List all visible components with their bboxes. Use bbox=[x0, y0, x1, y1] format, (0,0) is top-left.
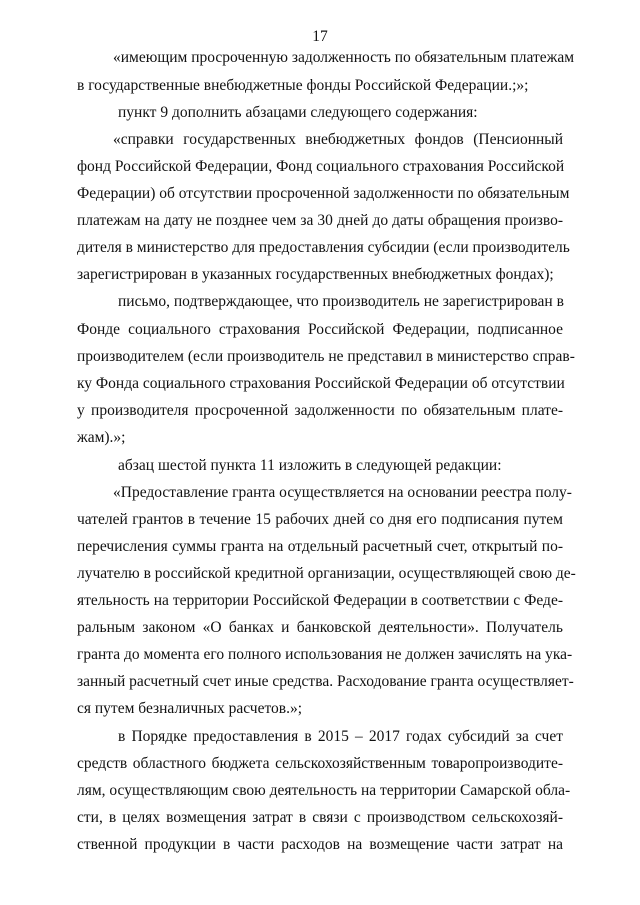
page-number: 17 bbox=[312, 28, 328, 45]
text-line: фонд Российской Федерации, Фонд социального страхования Российской bbox=[77, 158, 565, 175]
text-line: Фонде социального страхования Российской Федерации, подписанное bbox=[77, 321, 563, 338]
text-line: Федерации) об отсутствии просроченной задолженности по обязательным bbox=[77, 185, 570, 202]
text-line: ся путем безналичных расчетов.»; bbox=[77, 700, 303, 717]
text-line: средств областного бюджета сельскохозяйственным товаропроизводите- bbox=[77, 755, 563, 772]
text-line: в государственные внебюджетные фонды Российской Федерации.;»; bbox=[77, 77, 529, 94]
text-line: абзац шестой пункта 11 изложить в следующей редакции: bbox=[118, 457, 502, 474]
text-line: дителя в министерство для предоставления субсидии (если производитель bbox=[77, 239, 570, 256]
text-line: платежам на дату не позднее чем за 30 дней до даты обращения произво- bbox=[77, 212, 563, 229]
text-line: «справки государственных внебюджетных фондов (Пенсионный bbox=[113, 131, 563, 148]
text-line: «Предоставление гранта осуществляется на основании реестра полу- bbox=[113, 484, 572, 501]
text-line: жам).»; bbox=[77, 429, 126, 446]
text-line: пункт 9 дополнить абзацами следующего содержания: bbox=[118, 104, 478, 121]
text-line: лям, осуществляющим свою деятельность на территории Самарской обла- bbox=[77, 782, 571, 799]
text-line: производителем (если производитель не представил в министерство справ- bbox=[77, 348, 575, 365]
text-line: ятельность на территории Российской Федерации в соответствии с Феде- bbox=[77, 592, 563, 609]
text-line: ственной продукции в части расходов на возмещение части затрат на bbox=[77, 836, 563, 853]
text-line: сти, в целях возмещения затрат в связи с производством сельскохозяй- bbox=[77, 809, 563, 826]
text-line: перечисления суммы гранта на отдельный расчетный счет, открытый по- bbox=[77, 538, 563, 555]
text-line: чателей грантов в течение 15 рабочих дней со дня его подписания путем bbox=[77, 511, 563, 528]
text-line: ральным законом «О банках и банковской деятельности». Получатель bbox=[77, 619, 563, 636]
text-line: письмо, подтверждающее, что производитель не зарегистрирован в bbox=[118, 293, 564, 310]
text-line: занный расчетный счет иные средства. Расходование гранта осуществляет- bbox=[77, 673, 574, 690]
text-line: зарегистрирован в указанных государственных внебюджетных фондах); bbox=[77, 266, 554, 283]
text-line: лучателю в российской кредитной организации, осуществляющей свою де- bbox=[77, 565, 576, 582]
text-line: в Порядке предоставления в 2015 – 2017 годах субсидий за счет bbox=[118, 728, 563, 745]
text-line: у производителя просроченной задолженности по обязательным плате- bbox=[77, 402, 563, 419]
text-line: «имеющим просроченную задолженность по обязательным платежам bbox=[113, 49, 575, 66]
text-line: гранта до момента его полного использования не должен зачислять на ука- bbox=[77, 646, 573, 663]
text-line: ку Фонда социального страхования Российской Федерации об отсутствии bbox=[77, 375, 565, 392]
